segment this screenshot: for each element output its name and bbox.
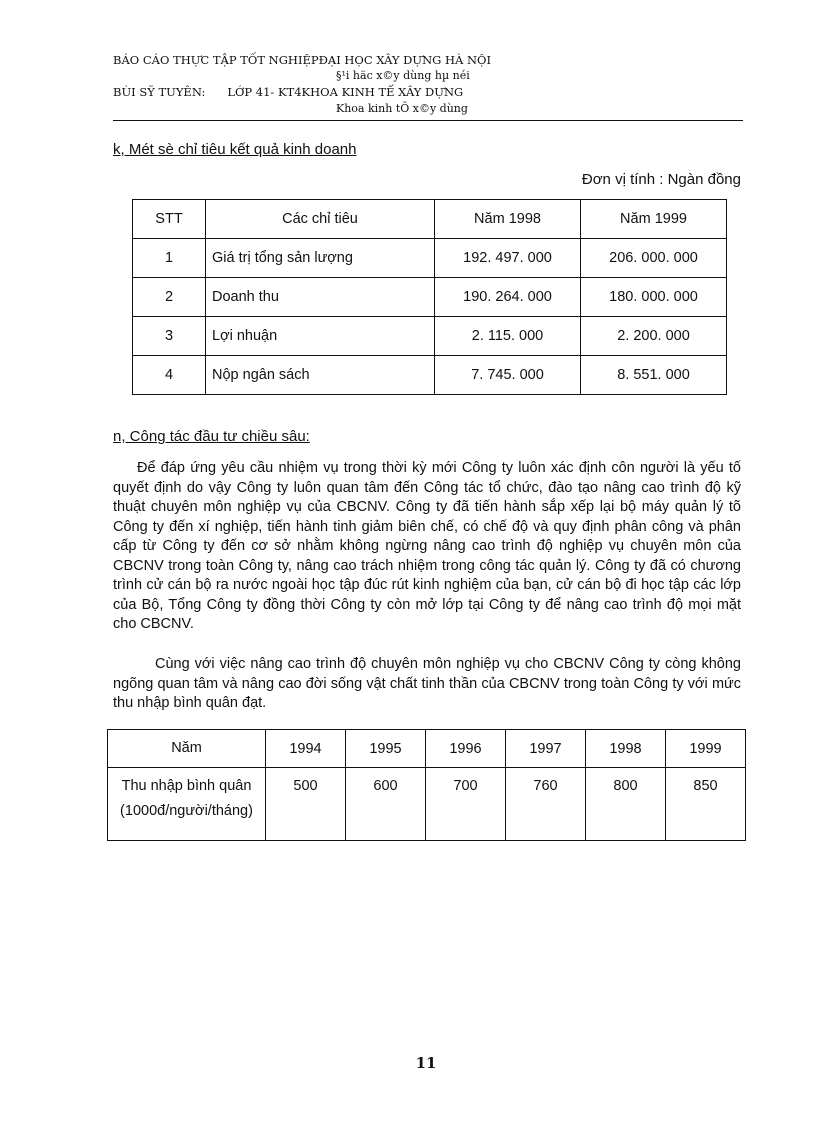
header-cell-1998: 1998 [586, 730, 666, 768]
header-cell-year: Năm [108, 730, 266, 768]
cell-value-1999: 2. 200. 000 [581, 317, 727, 356]
cell-value-1998: 190. 264. 000 [435, 278, 581, 317]
header-cell-1996: 1996 [426, 730, 506, 768]
header-cell-1999: 1999 [666, 730, 746, 768]
cell-indicator: Lợi nhuận [206, 317, 435, 356]
cell-stt: 3 [133, 317, 206, 356]
income-label-line1: Thu nhập bình quân [121, 778, 252, 794]
header-author-line [113, 85, 463, 99]
table-row [133, 356, 727, 395]
cell-stt: 1 [133, 239, 206, 278]
header-cell-indicator: Các chỉ tiêu [206, 200, 435, 239]
cell-value-1998: 7. 745. 000 [435, 356, 581, 395]
header-cell-1994: 1994 [266, 730, 346, 768]
section-k-title: k, Mét sè chỉ tiêu kết quả kinh doanh [113, 141, 357, 158]
table-row [108, 768, 746, 841]
cell-stt: 4 [133, 356, 206, 395]
header-divider [113, 120, 743, 121]
section-n-title: n, Công tác đầu tư chiều sâu: [113, 428, 310, 445]
paragraph-investment: Để đáp ứng yêu cầu nhiệm vụ trong thời kỳ mới Công ty luôn xác định côn người là yếu tố quyết định do vậy Công ty luôn quan tâm đến Công tác tổ chức, đào tạo nâng cao trình độ kỹ thuật chuyên môn nghiệp vụ của CBCNV. Công ty đã tiến hành sắp xếp lại bộ máy quản lý tõ Công ty đến xí nghiệp, tiến hành tinh giảm biên chế, có chế độ và quy định phân công và phân cấp từ Công ty đến cơ sở nhằm không ngừng nâng cao trình độ nghiệp vụ chuyên môn của CBCNV trong toàn Công ty, nâng cao trách nhiệm trong công tác quản lý. Công ty đã có chương trình cử cán bộ ra nước ngoài học tập đúc rút kinh nghiệm của bạn, cử cán bộ đi học tập các lớp của Bộ, Tổng Công ty đồng thời Công ty còn mở lớp tại Công ty để nâng cao trình độ mọi mặt cho CBCNV. [113, 460, 741, 632]
cell-income-1997: 760 [506, 768, 586, 841]
table-row [133, 278, 727, 317]
cell-stt: 2 [133, 278, 206, 317]
cell-value-1999: 206. 000. 000 [581, 239, 727, 278]
unit-label: Đơn vị tính : Ngàn đồng [581, 171, 741, 188]
income-label-line2: (1000đ/người/tháng) [120, 803, 253, 819]
header-report-title: BÁO CÁO THỰC TẬP TỐT NGHIỆPĐẠI HỌC XÂY DỰNG HÀ NỘI [113, 53, 492, 67]
cell-income-label [108, 768, 266, 841]
cell-indicator: Doanh thu [206, 278, 435, 317]
cell-income-1996: 700 [426, 768, 506, 841]
header-author: BÙI SỸ TUYÊN: [113, 85, 206, 99]
cell-income-1998: 800 [586, 768, 666, 841]
cell-income-1999: 850 [666, 768, 746, 841]
table-row [133, 317, 727, 356]
business-results-table [132, 199, 727, 395]
header-class: LỚP 41- KT4KHOA KINH TẾ XÂY DỰNG [227, 85, 464, 99]
table-header-row [133, 200, 727, 239]
cell-income-1994: 500 [266, 768, 346, 841]
header-cell-1999: Năm 1999 [581, 200, 727, 239]
header-cell-stt: STT [133, 200, 206, 239]
header-cell-1998: Năm 1998 [435, 200, 581, 239]
average-income-table [107, 729, 746, 841]
header-cell-1997: 1997 [506, 730, 586, 768]
cell-value-1999: 8. 551. 000 [581, 356, 727, 395]
cell-value-1998: 2. 115. 000 [435, 317, 581, 356]
cell-indicator: Giá trị tổng sản lượng [206, 239, 435, 278]
table-row [133, 239, 727, 278]
cell-value-1998: 192. 497. 000 [435, 239, 581, 278]
header-cell-1995: 1995 [346, 730, 426, 768]
table-header-row [108, 730, 746, 768]
cell-indicator: Nộp ngân sách [206, 356, 435, 395]
page-number: 11 [415, 1054, 437, 1072]
cell-value-1999: 180. 000. 000 [581, 278, 727, 317]
cell-income-1995: 600 [346, 768, 426, 841]
paragraph-income: Cùng với việc nâng cao trình độ chuyên môn nghiệp vụ cho CBCNV Công ty còng không ngõng quan tâm và nâng cao đời sống vật chất tinh thần của CBCNV trong toàn Công ty với mức thu nhập bình quân đạt. [113, 656, 741, 711]
header-university-garbled: §¹i häc x©y dùng hµ néi [336, 69, 470, 82]
header-faculty-garbled: Khoa kinh tÕ x©y dùng [336, 102, 468, 115]
